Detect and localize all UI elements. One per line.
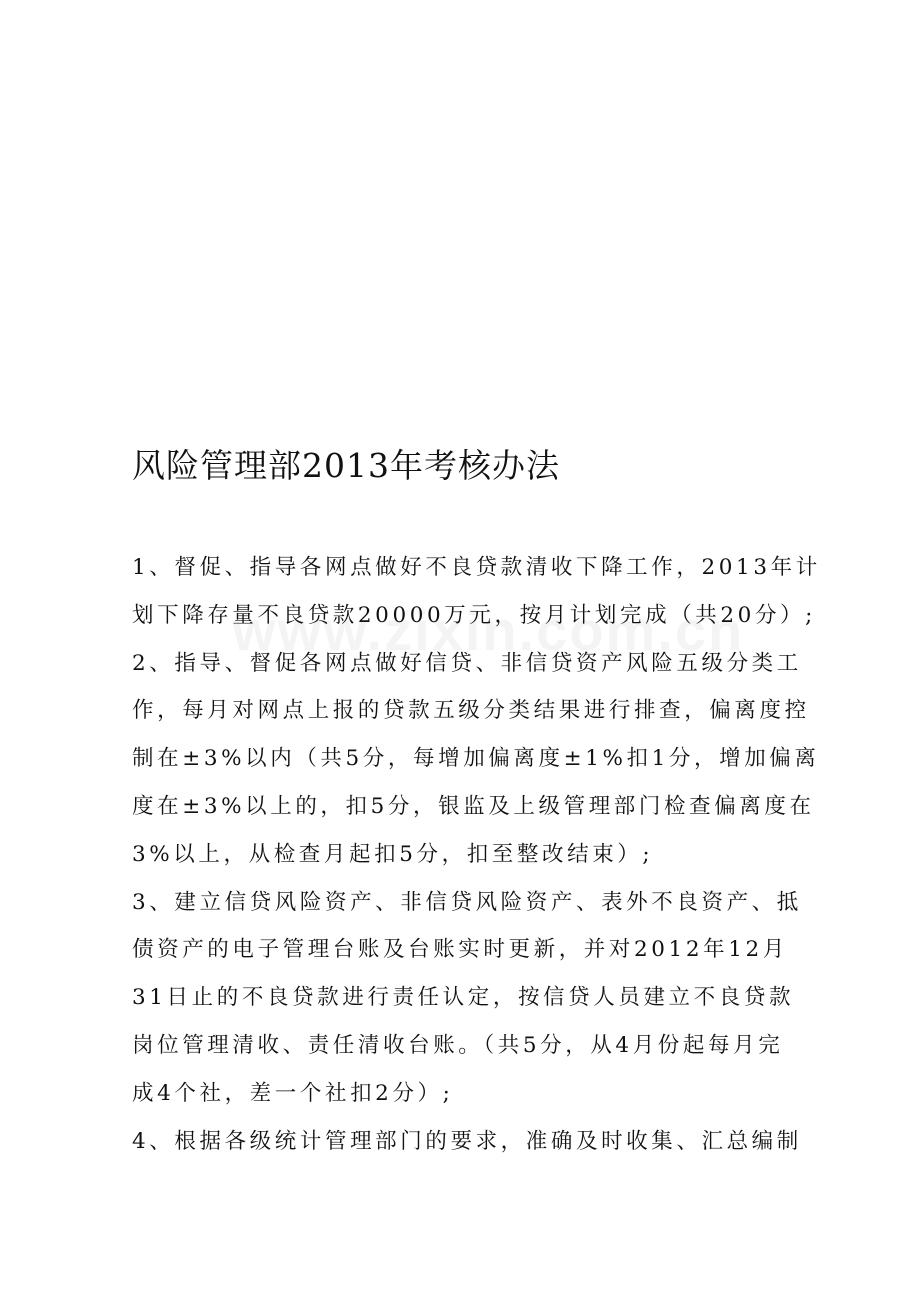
body-line: 岗位管理清收、责任清收台账。（共5分，从4月份起每月完 [132, 1032, 784, 1058]
body-line: 1、督促、指导各网点做好不良贷款清收下降工作，2013年计 [132, 555, 821, 580]
body-line: 2、指导、督促各网点做好信贷、非信贷资产风险五级分类工 [132, 650, 802, 676]
body-line: 债资产的电子管理台账及台账实时更新，并对2012年12月 [132, 937, 788, 963]
body-line: 制在±3%以内（共5分，每增加偏离度±1%扣1分，增加偏离 [132, 746, 820, 772]
document-body [132, 549, 821, 1170]
body-line: 划下降存量不良贷款20000万元，按月计划完成（共20分）; [132, 602, 816, 628]
document-title: 风险管理部2013年考核办法 [132, 446, 560, 485]
body-line: 3、建立信贷风险资产、非信贷风险资产、表外不良资产、抵 [132, 889, 802, 915]
body-line: 31日止的不良贷款进行责任认定，按信贷人员建立不良贷款 [132, 985, 795, 1011]
body-line: 4、根据各级统计管理部门的要求，准确及时收集、汇总编制 [132, 1128, 802, 1154]
body-line: 度在±3%以上的，扣5分，银监及上级管理部门检查偏离度在 [132, 793, 815, 819]
body-line: 3%以上，从检查月起扣5分，扣至整改结束）; [132, 841, 654, 867]
body-line: 成4个社，差一个社扣2分）; [132, 1080, 454, 1106]
body-line: 作，每月对网点上报的贷款五级分类结果进行排查，偏离度控 [132, 698, 810, 724]
